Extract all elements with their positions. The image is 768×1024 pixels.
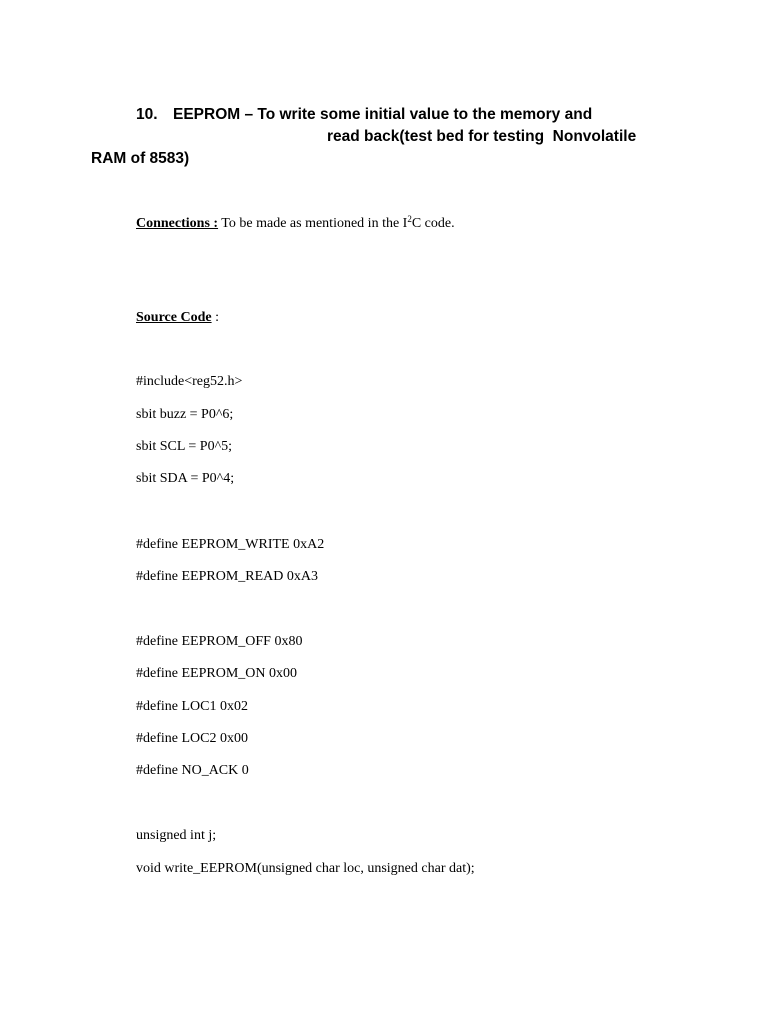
code-line: #define EEPROM_ON 0x00 [136,666,297,681]
connections-label: Connections : [136,216,219,231]
code-line: #define EEPROM_WRITE 0xA2 [136,537,325,552]
code-line: #define LOC1 0x02 [136,699,248,714]
code-line: #define LOC2 0x00 [136,731,248,746]
code-line: #define NO_ACK 0 [136,763,249,778]
source-code-heading [136,311,219,325]
code-line: sbit SCL = P0^5; [136,439,233,454]
code-line: unsigned int j; [136,828,217,843]
heading-line-3: RAM of 8583) [91,150,190,167]
heading-line-1: EEPROM – To write some initial value to the memory and [173,106,593,123]
source-code-label: Source Code [136,310,212,325]
connections-superscript: 2 [407,214,412,224]
code-line: sbit buzz = P0^6; [136,407,234,422]
heading-line-2: read back(test bed for testing Nonvolatile [327,128,637,145]
connections-text-end: C code. [411,216,455,231]
code-line: #include<reg52.h> [136,374,243,389]
code-line: #define EEPROM_READ 0xA3 [136,569,318,584]
heading-number: 10. [136,106,158,123]
code-line: void write_EEPROM(unsigned char loc, unsigned char dat); [136,861,475,876]
connections-paragraph [136,214,455,231]
code-line: #define EEPROM_OFF 0x80 [136,634,303,649]
source-code-suffix: : [211,310,219,325]
code-line: sbit SDA = P0^4; [136,471,235,486]
connections-text: To be made as mentioned in the I [218,216,408,231]
